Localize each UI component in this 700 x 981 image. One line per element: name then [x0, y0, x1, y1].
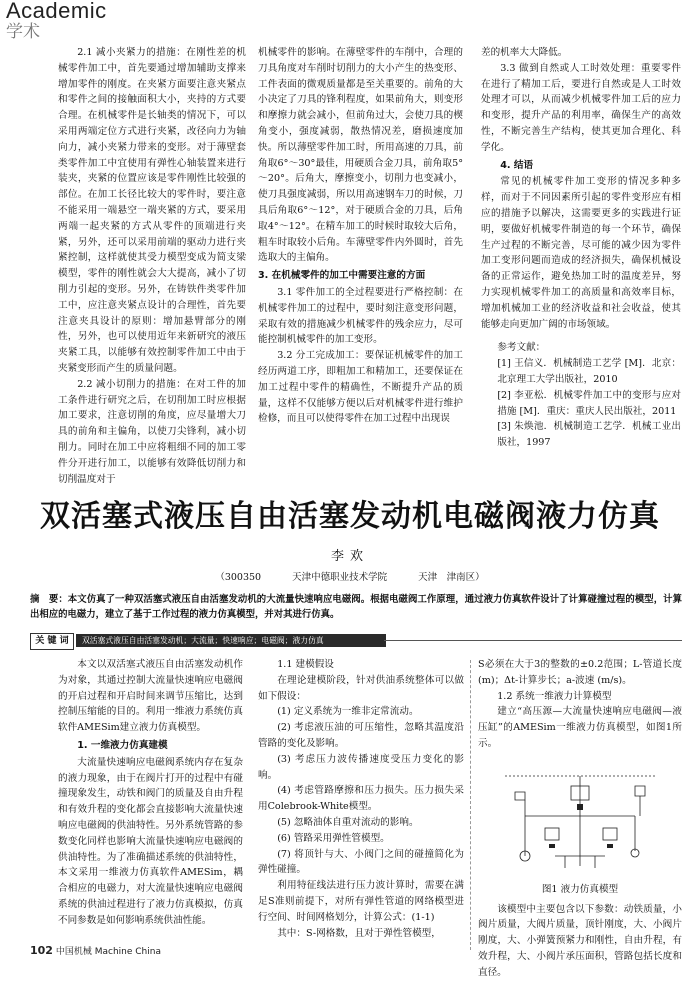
body-column-3	[478, 657, 682, 978]
journal-name-en: Machine China	[94, 947, 161, 957]
reference-item: [3] 朱焕池．机械制造工艺学．机械工业出版社，1997	[497, 421, 681, 449]
top-column-2	[258, 45, 463, 475]
section-heading: 3. 在机械零件的加工中需要注意的方面	[258, 270, 426, 282]
references-title: 参考文献：	[497, 342, 546, 354]
paragraph: 1.1 建模假设	[277, 659, 334, 670]
paragraph: (5) 忽略油体自重对流动的影响。	[277, 816, 419, 828]
paragraph: (6) 管路采用弹性管模型。	[277, 832, 390, 844]
paragraph: 其中：S-网格数，且对于弹性管模型，	[277, 927, 441, 939]
body-column-2	[258, 657, 464, 941]
header-english: Academic	[6, 0, 107, 23]
school: 天津中德职业技术学院	[292, 572, 388, 583]
paragraph: 2.1 减小夹紧力的措施：在刚性差的机械零件加工中，首先要通过增加辅助支撑来增加零件的刚度。在夹紧方面要注意夹紧点和零件之间的接触面积大小，夹持的方式要合理。在机械零件是长轴类的情况下，可以采用两端定位方式进行夹紧，改径向力为轴向力，减小夹紧力带来的变形。对于薄壁套类零件加工中宜使用有弹性心轴装置来进行装夹，夹紧的位置应该是零件刚性比较强的部位。在加工长径比较大的零件时，要注意不能采用一端悬空一端夹紧的方式，要采用两端一起夹紧的方式从零件的顶端进行夹紧，另外，还可以采用前端的驱动力进行夹紧控制，这样就使其受力模型变成为简支梁模型，零件的刚性就会大大提高，减小了切削力引起的变形。另外，在铸铁件类零件加工中，应注意夹紧点设计的合理性，首先要注意夹具设计的原则：增加悬臂部分的刚性，另外，也可以使用近年来新研究的液压夹紧工具，以能够有效控制零件加工中由于夹紧变形而产生的质量问题。	[58, 47, 246, 374]
keywords-row	[30, 633, 682, 648]
paragraph: 1.2 系统一维液力计算模型	[497, 690, 612, 702]
section-header	[6, 0, 166, 41]
journal-name: 中国机械	[55, 947, 92, 957]
header-chinese: 学术	[6, 22, 40, 42]
postcode: （300350	[215, 572, 262, 583]
affiliation	[0, 569, 700, 583]
keywords-label: 关 键 词	[30, 633, 74, 650]
paragraph: 3.2 分工完成加工：要保证机械零件的加工经历两道工序，即粗加工和精加工，还要保证在加工过程中零件的精确性，不断提升产品的质量，这样不仅能够方便以后对机械零件进行维护检修，而且可以使得零件在加工过程中出现误	[258, 350, 463, 425]
paragraph: (7) 将顶针与大、小阀门之间的碰撞简化为弹性碰撞。	[258, 848, 464, 876]
paragraph: 机械零件的影响。在薄壁零件的车削中，合理的刀具角度对车削时切削力的大小产生的热变形、工件表面的微观质量都是至关重要的。前角的大小决定了刀具的锋利程度，如果前角大，则变形和摩擦力就会减小，但前角过大，会使刀具的楔角变小，强度减弱，散热情况差，磨损速度加快。所以薄壁零件加工时，所用高速的刀具，前角取6°～30°最佳，用硬质合金刀具，前角取5°～20°。后角大，摩擦变小，切削力也变减小，使刀具强度减弱，所以用高速钢车刀的时候，刀具后角取6°～12°，对于硬质合金的刀具，后角取4°～12°。在精车加工的时候时取较大后角，粗车时取较小后角。车薄壁零件内外圆时，首先选取大的主偏角。	[258, 47, 463, 264]
figure-caption: 图1 液力仿真模型	[541, 883, 619, 895]
figure-hydraulic-model	[478, 756, 682, 880]
paragraph: 建立“高压源—大流量快速响应电磁阀—液压缸”的AMESim一维液力仿真模型，如图1所示。	[478, 706, 682, 749]
paragraph: 大流量快速响应电磁阀系统内存在复杂的液力现象，由于在阀片打开的过程中有碰撞现象发生，动铁和阀门的质量及自由升程和有效升程的变化都会直接影响大流量快速响应电磁阀的供油特性。另外系统管路的参数变化同样也影响大流量快速响应电磁阀的供油特性。为了准确描述系统的供油特性，本文采用一维液力仿真软件AMESim，耦合相应的电磁力，对大流量快速响应电磁阀系统的供油过程进行了液力仿真模拟，仿真不同参数是如何影响系统供油性能。	[58, 756, 243, 926]
keywords-list: 双活塞式液压自由活塞发动机；大流量；快速响应；电磁阀；液力仿真	[76, 634, 386, 647]
column-divider	[470, 660, 471, 950]
reference-item: [2] 李亚松．机械零件加工中的变形与应对措施 [M]．重庆：重庆人民出版社，2011	[497, 389, 681, 417]
paragraph: 2.2 减小切削力的措施：在对工件的加工条件进行研究之后，在切削加工时应根据加工要求，注意切削的角度，应尽量增大刀具的前角和主偏角，以使刀尖锋利，减小切削力。同时在加工中应将粗细不同的加工零件分开进行加工，以能够有效降低切削力和切削温度对于	[58, 378, 246, 485]
keywords-rule	[384, 640, 682, 641]
paragraph: (2) 考虑液压油的可压缩性，忽略其温度沿管路的变化及影响。	[258, 722, 464, 749]
city: 天津 津南区）	[418, 572, 485, 583]
paragraph: 3.1 零件加工的全过程要进行严格控制：在机械零件加工的过程中，要时刻注意变形问题，采取有效的措施减少机械零件的残余应力，尽可能控制机械零件的加工变形。	[258, 286, 463, 346]
top-column-1	[58, 45, 246, 485]
abstract: 摘 要：本文仿真了一种双活塞式液压自由活塞发动机的大流量快速响应电磁阀。根据电磁阀工作原理，通过液力仿真软件设计了计算碰撞过程的模型，计算出相应的电磁力，建立了基于工作过程的液力仿真模型，并对其进行仿真。	[30, 594, 682, 620]
paragraph: (3) 考虑压力波传播速度受压力变化的影响。	[258, 753, 464, 781]
page-number: 102	[30, 944, 53, 957]
section-heading: 1. 一维液力仿真建模	[77, 739, 168, 751]
section-heading: 4. 结语	[500, 159, 534, 171]
paragraph: 差的机率大大降低。	[481, 47, 568, 58]
paragraph: 利用特征线法进行压力波计算时，需要在满足S准则前提下，对所有弹性管道的网络模型进行空间、时间网格划分，计算公式：(1-1)	[258, 880, 464, 923]
paragraph: (4) 考虑管路摩擦和压力损失。压力损失采用Colebrook-White模型。	[258, 785, 464, 813]
paragraph: 该模型中主要包含以下参数：动铁质量，小阀片质量，大阀片质量，顶针刚度，大、小阀片刚度，大、小弹簧预紧力和刚性，自由升程，有效升程，大、小阀片承压面积，管路包括长度和直径。	[478, 903, 682, 978]
paragraph: 常见的机械零件加工变形的情况多种多样，而对于不同因素所引起的零件变形应有相应的措施予以解决，这需要更多的实践进行证明，要做好机械零件制造的每一个环节，确保生产过程的不断完善，尽可能的减少因为零件加工变形问题而造成的经济损失，确保机械设备的正常运作，避免热加工时的温度差异，努力实现机械零件加工的高质量和高效率目标，增加机械加工业的经济收益和社会收益，使其能够走向更加广阔的市场领域。	[481, 176, 681, 330]
paragraph: 本文以双活塞式液压自由活塞发动机作为对象，其通过控制大流量快速响应电磁阀的开启过程和开启时间来调节压缩比，达到控制压缩能的目的。利用一维液力系统仿真软件AMESim建立液力仿真模型。	[58, 659, 243, 734]
page-footer	[30, 944, 161, 957]
paragraph: S必须在大于3的整数的±0.2范围；L-管道长度 (m)；Δt-计算步长；a-波速 (m/s)。	[478, 659, 682, 686]
paragraph: (1) 定义系统为一维非定常流动。	[277, 706, 419, 718]
reference-item: [1] 王信义．机械制造工艺学 [M]．北京：北京理工大学出版社，2010	[497, 358, 681, 385]
top-column-3	[481, 45, 681, 475]
paragraph: 3.3 做到自然或人工时效处理：重要零件在进行了精加工后，要进行自然或是人工时效处理才可以，从而减少机械零件加工后的应力和变形，提升产品的利用率，确保生产的高效性，不断完善生产结构，使其更加合理化、科学化。	[481, 62, 681, 153]
hydraulic-model-diagram	[485, 756, 675, 880]
paragraph: 在理论建模阶段，针对供油系统整体可以做如下假设：	[258, 674, 464, 702]
article-title: 双活塞式液压自由活塞发动机电磁阀液力仿真	[40, 499, 660, 534]
body-column-1	[58, 657, 243, 941]
article-author: 李欢	[330, 549, 369, 564]
